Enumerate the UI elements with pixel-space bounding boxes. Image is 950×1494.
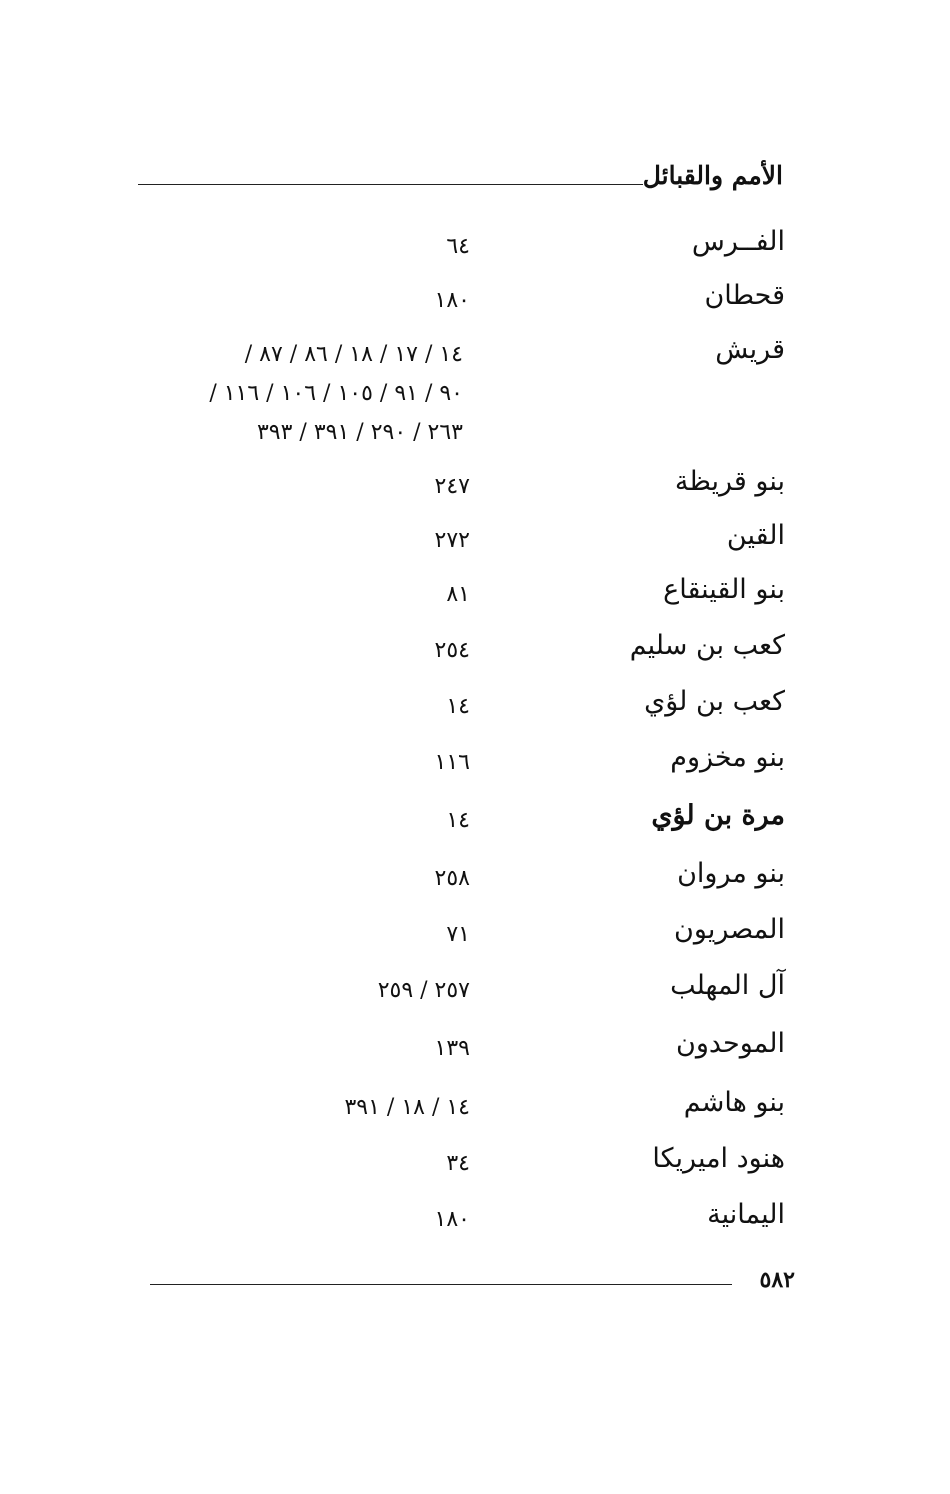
entry-term: مرة بن لؤي <box>651 800 785 831</box>
entry-term: آل المهلب <box>670 970 785 1001</box>
entry-term: كعب بن سليم <box>629 630 785 661</box>
entry-pages <box>435 1200 470 1239</box>
entry-pages <box>435 281 470 320</box>
pages-line: ٣٤ <box>446 1151 470 1176</box>
entry-pages <box>435 521 470 560</box>
pages-line: ١٨٠ <box>434 288 470 313</box>
entry-pages <box>209 335 463 452</box>
pages-line: ١١٦ <box>434 750 470 775</box>
entry-term: الفــرس <box>691 226 785 257</box>
pages-line: ٩٠ / ٩١ / ١٠٥ / ١٠٦ / ١١٦ / <box>209 381 463 406</box>
entry-pages <box>446 575 470 614</box>
entry-term: بنو قريظة <box>674 466 785 497</box>
entry-term: بنو مخزوم <box>670 742 785 773</box>
entry-term: قريش <box>715 334 785 365</box>
header-title: الأمم والقبائل <box>642 161 783 190</box>
entry-term: قحطان <box>704 280 785 311</box>
entry-term: بنو هاشم <box>683 1087 785 1118</box>
pages-line: ٢٥٤ <box>434 638 470 663</box>
entry-pages <box>446 915 470 954</box>
entry-pages <box>435 467 470 506</box>
entry-term: بنو مروان <box>677 858 785 889</box>
entry-term: هنود اميريكا <box>652 1143 785 1174</box>
pages-line: ١٤ / ١٧ / ١٨ / ٨٦ / ٨٧ / <box>244 342 463 367</box>
entry-pages <box>446 1144 470 1183</box>
pages-line: ٨١ <box>446 582 470 607</box>
entry-pages <box>435 1029 470 1068</box>
pages-line: ٢٧٢ <box>434 528 470 553</box>
entry-term: القين <box>726 520 785 551</box>
page-number: ٥٨٢ <box>759 1267 795 1293</box>
pages-line: ٢٦٣ / ٢٩٠ / ٣٩١ / ٣٩٣ <box>256 420 463 445</box>
pages-line: ٢٤٧ <box>434 474 470 499</box>
entry-term: كعب بن لؤي <box>644 686 785 717</box>
entry-pages <box>435 859 470 898</box>
entry-term: اليمانية <box>707 1199 785 1230</box>
footer-rule <box>150 1284 732 1285</box>
pages-line: ١٤ <box>446 694 470 719</box>
entry-term: المصريون <box>674 914 785 945</box>
entry-pages <box>435 743 470 782</box>
entry-pages <box>446 687 470 726</box>
entry-term: الموحدون <box>675 1028 785 1059</box>
entry-pages <box>446 227 470 266</box>
entry-term: بنو القينقاع <box>663 574 785 605</box>
pages-line: ١٤ / ١٨ / ٣٩١ <box>344 1095 470 1120</box>
pages-line: ٧١ <box>446 922 470 947</box>
entry-pages <box>344 1088 470 1127</box>
pages-line: ١٤ <box>446 808 470 833</box>
pages-line: ١٨٠ <box>434 1207 470 1232</box>
page-footer <box>150 1266 795 1298</box>
pages-line: ١٣٩ <box>434 1036 470 1061</box>
entry-pages <box>435 631 470 670</box>
pages-line: ٦٤ <box>446 234 470 259</box>
entry-pages <box>378 971 470 1010</box>
pages-line: ٢٥٨ <box>434 866 470 891</box>
pages-line: ٢٥٧ / ٢٥٩ <box>377 978 470 1003</box>
entry-pages <box>446 801 470 840</box>
